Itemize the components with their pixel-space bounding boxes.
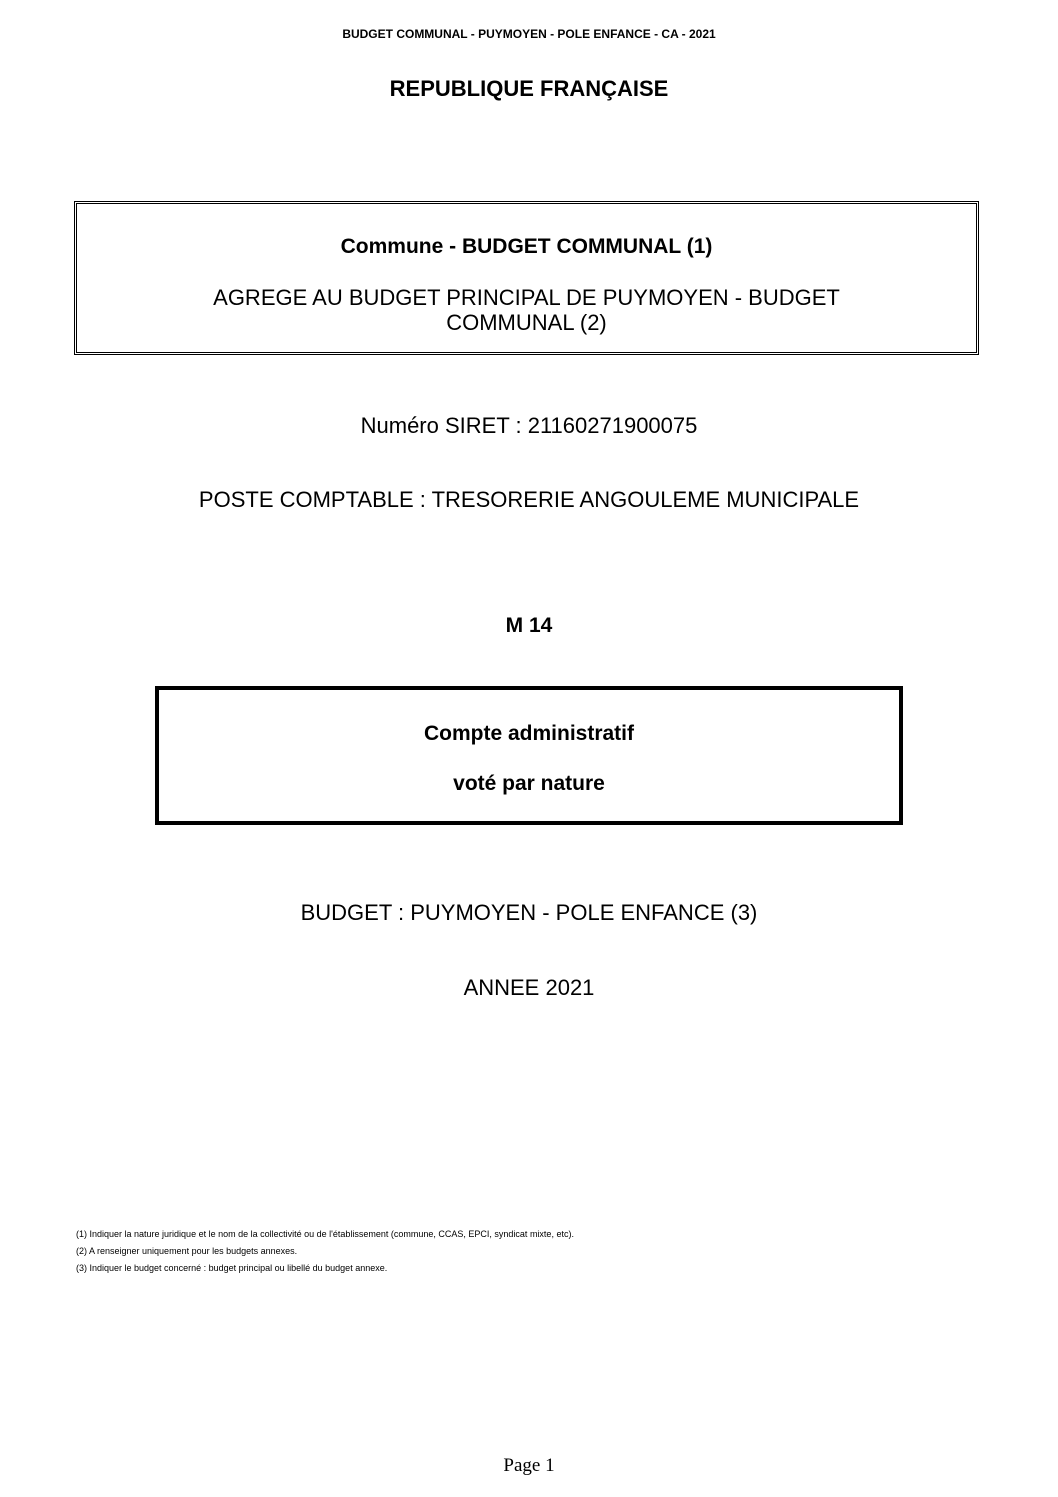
running-header: BUDGET COMMUNAL - PUYMOYEN - POLE ENFANCE - CA - 2021	[342, 27, 716, 41]
entity-subtitle	[77, 285, 976, 335]
nomenclature: M 14	[505, 614, 553, 637]
poste-comptable: POSTE COMPTABLE : TRESORERIE ANGOULEME MUNICIPALE	[198, 487, 860, 512]
footnote-3: (3) Indiquer le budget concerné : budget principal ou libellé du budget annexe.	[76, 1263, 388, 1273]
entity-title: Commune - BUDGET COMMUNAL (1)	[340, 235, 713, 258]
page-number: Page 1	[503, 1455, 555, 1476]
budget-year: ANNEE 2021	[463, 975, 595, 1000]
footnote-1: (1) Indiquer la nature juridique et le nom de la collectivité ou de l'établissement (commune, CCAS, EPCI, syndicat mixte, etc).	[76, 1229, 574, 1239]
republic-heading: REPUBLIQUE FRANÇAISE	[389, 76, 669, 101]
document-subtitle: voté par nature	[453, 772, 605, 795]
footnote-2: (2) A renseigner uniquement pour les budgets annexes.	[76, 1246, 298, 1256]
budget-name: BUDGET : PUYMOYEN - POLE ENFANCE (3)	[300, 900, 758, 925]
entity-box	[74, 201, 979, 355]
entity-subtitle-line-2: COMMUNAL (2)	[446, 310, 607, 335]
entity-subtitle-line-1: AGREGE AU BUDGET PRINCIPAL DE PUYMOYEN - BUDGET	[213, 285, 840, 310]
siret-number: Numéro SIRET : 21160271900075	[360, 413, 698, 438]
document-type-box	[155, 686, 903, 825]
document-title: Compte administratif	[423, 722, 635, 745]
footnotes	[76, 1226, 574, 1277]
